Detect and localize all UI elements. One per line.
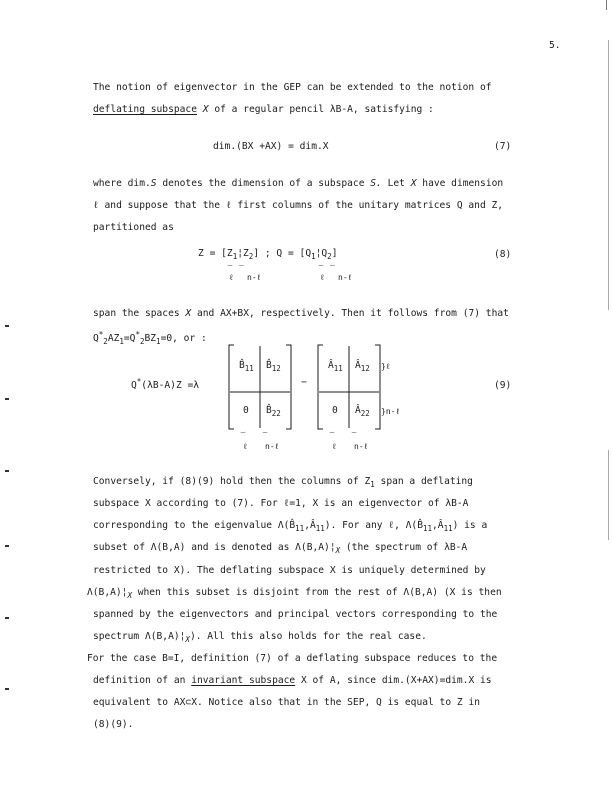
scan-mark	[5, 617, 9, 619]
paragraph-line	[93, 178, 503, 189]
math-var: X	[185, 308, 192, 319]
matrix-bracket-left	[318, 345, 323, 429]
scan-mark	[5, 398, 9, 400]
text-run: of a regular pencil λB-A, satisfying :	[214, 104, 434, 115]
math-var: Q	[305, 248, 312, 259]
dim-label: n-ℓ	[354, 442, 369, 451]
text-run: span the spaces	[93, 308, 180, 319]
text-run: denotes the dimension of a subspace	[162, 178, 365, 189]
paragraph-line: spectrum $\Lambda(B,A)¦_X$). All this also holds for the real case.	[93, 631, 427, 644]
underbrace: ⌣ ⌣	[240, 428, 269, 438]
text-run: where dim.	[93, 178, 151, 189]
paragraph-line: restricted to X). The deflating subspace X is uniquely determined by	[93, 565, 486, 576]
paragraph-line: spanned by the eigenvectors and principal vectors corresponding to the	[93, 609, 498, 620]
math-expr: $Q^*_2AZ_1=Q^*_2BZ_1$	[93, 330, 161, 346]
scan-mark	[5, 688, 9, 690]
math-var: Q	[321, 248, 328, 259]
subscript: 2	[327, 252, 332, 261]
dim-label: ℓ	[332, 442, 337, 451]
scan-mark	[606, 0, 607, 10]
eq-sign: =λ	[187, 380, 200, 391]
equation-label: (9)	[494, 380, 512, 391]
row-dim-label: }ℓ	[381, 362, 391, 371]
dim-label: ℓ	[320, 273, 325, 282]
text-run: Let	[387, 178, 405, 189]
matrix-entry-zero: 0	[243, 405, 249, 416]
subscript: 1	[232, 252, 238, 261]
paragraph-line: The notion of eigenvector in the GEP can be extended to the notion of	[93, 82, 492, 93]
paragraph-line: corresponding to the eigenvalue $\Lambda(B̂_{11},Â_{11})$. For any ℓ, $\Lambda(B̂_{11},Â_{11})$ is a	[93, 520, 488, 533]
eq-sign: =	[288, 141, 294, 152]
scan-mark	[5, 470, 9, 472]
underbrace: ⌣ ⌣	[318, 261, 336, 271]
matrix-entry-a11: $Â_{11}$	[328, 360, 343, 373]
paragraph-line	[93, 104, 434, 115]
paragraph-line: equivalent to AX⊂X. Notice also that in the SEP, Q is equal to Z in	[93, 697, 480, 708]
paragraph-line	[93, 308, 509, 319]
matrix-entry-b22: $B̂_{22}$	[266, 405, 281, 418]
text-run: have dimension	[422, 178, 504, 189]
underbrace: ⌣ ⌣	[227, 261, 245, 271]
matrix-bracket-left	[229, 345, 234, 429]
eq-rhs: dim.X	[299, 141, 329, 152]
minus-sign: −	[301, 377, 307, 388]
scan-mark	[5, 325, 9, 327]
dim-label: n-ℓ	[247, 273, 262, 282]
eq-sign: =	[209, 248, 216, 259]
separator: ¦	[237, 248, 243, 259]
paragraph-line: subspace X according to (7). For ℓ=1, X is an eigenvector of λB-A	[93, 498, 469, 509]
separator: ¦	[315, 248, 322, 259]
math-var: Q	[276, 248, 283, 259]
matrix-entry-zero: 0	[332, 405, 338, 416]
paragraph-line: definition of an invariant subspace X of A, since dim.(X+AX)=dim.X is	[93, 675, 492, 686]
term-invariant-subspace: invariant subspace	[191, 675, 296, 686]
scan-mark	[5, 545, 9, 547]
text-run: AX+BX,	[220, 308, 255, 319]
paragraph-line	[93, 330, 207, 346]
equation-label: (8)	[494, 249, 512, 260]
math-var: Z	[242, 248, 249, 259]
math-var: Z	[226, 248, 233, 259]
term-deflating-subspace: deflating subspace	[93, 104, 197, 115]
subscript: 1	[311, 252, 316, 261]
equation-8	[198, 248, 337, 261]
text-run: respectively. Then it follows from (7) that	[260, 308, 509, 319]
page-number: 5.	[549, 40, 561, 51]
paragraph-line: For the case B=I, definition (7) of a deflating subspace reduces to the	[87, 653, 498, 664]
equation-label: (7)	[494, 141, 512, 152]
math-var: X	[410, 178, 417, 189]
matrix-bracket-right	[375, 345, 380, 429]
math-var: S	[150, 178, 157, 189]
text-run: =0, or :	[160, 333, 207, 344]
scan-mark	[608, 450, 609, 540]
matrix-entry-a12: $Â_{12}$	[355, 360, 370, 373]
paragraph-line: $\Lambda(B,A)¦_X$ when this subset is disjoint from the rest of Λ(B,A) (X is then	[87, 587, 502, 600]
text-run: and	[196, 308, 215, 319]
dim-label: n-ℓ	[338, 273, 353, 282]
dim-label: ℓ	[229, 273, 234, 282]
bracket: ]	[253, 248, 260, 259]
row-dim-label: }n-ℓ	[381, 407, 401, 416]
dim-label: n-ℓ	[265, 442, 280, 451]
paragraph-line: (8)(9).	[93, 719, 134, 730]
math-var: Z	[198, 248, 204, 259]
underbrace: ⌣ ⌣	[329, 428, 358, 438]
bracket: [	[221, 248, 227, 259]
eq-lhs: dim.(BX +AX)	[213, 141, 283, 152]
math-var: S.	[370, 178, 382, 189]
separator: ;	[264, 248, 271, 259]
matrix-bracket-right	[286, 345, 291, 429]
matrix-entry-a22: $Â_{22}$	[355, 405, 370, 418]
paragraph-line: partitioned as	[93, 222, 174, 233]
scan-mark	[608, 40, 609, 310]
paragraph-line: ℓ and suppose that the ℓ first columns of the unitary matrices Q and Z,	[93, 200, 504, 211]
matrix-entry-b11: $B̂_{11}$	[239, 360, 254, 373]
equation-7	[213, 141, 329, 152]
eq-sign: =	[287, 248, 294, 259]
math-var: X	[202, 104, 209, 115]
eq9-lhs: Q*(λB-A)Z =λ	[131, 377, 200, 391]
matrix-entry-b12: $B̂_{12}$	[266, 360, 281, 373]
dim-label: ℓ	[243, 442, 248, 451]
subscript: 2	[248, 252, 254, 261]
bracket: [	[299, 248, 306, 259]
paragraph-line: subset of Λ(B,A) and is denoted as $\Lambda(B,A)¦_X$ (the spectrum of λB-A	[93, 542, 468, 555]
paragraph-line: Conversely, if (8)(9) hold then the columns of $Z_1$ span a deflating	[93, 476, 473, 489]
bracket: ]	[331, 248, 338, 259]
